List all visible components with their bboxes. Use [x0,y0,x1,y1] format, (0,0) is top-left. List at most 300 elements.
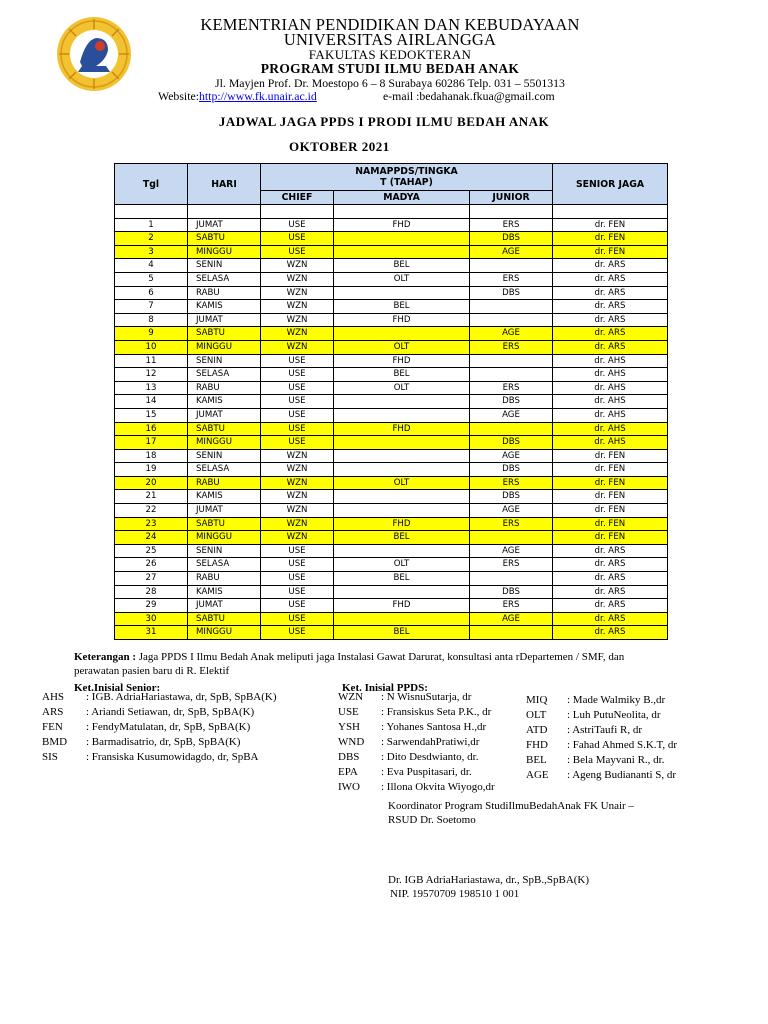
cell-senior: dr. ARS [553,259,668,273]
cell-senior: dr. FEN [553,504,668,518]
cell-chief: USE [261,544,334,558]
cell-tgl: 25 [115,544,188,558]
initials-code: SIS [42,751,58,763]
cell-senior: dr. ARS [553,286,668,300]
cell-senior: dr. FEN [553,218,668,232]
website-link[interactable]: http://www.fk.unair.ac.id [198,89,317,103]
cell-senior: dr. FEN [553,232,668,246]
table-row [115,463,668,477]
cell-hari: JUMAT [188,599,261,613]
address-line: Jl. Mayjen Prof. Dr. Moestopo 6 – 8 Surabaya 60286 Telp. 031 – 5501313 [215,76,565,90]
spacer-cell [261,205,334,219]
cell-junior: ERS [470,340,553,354]
cell-junior: AGE [470,245,553,259]
header-junior: JUNIOR [470,191,553,205]
header-nama-line2: T (TAHAP) [380,177,433,188]
cell-tgl: 19 [115,463,188,477]
initials-code: BEL [526,754,547,766]
cell-madya [334,327,470,341]
cell-madya [334,449,470,463]
cell-junior: DBS [470,286,553,300]
table-row [115,558,668,572]
cell-madya: BEL [334,300,470,314]
cell-tgl: 11 [115,354,188,368]
table-row [115,476,668,490]
cell-junior: AGE [470,408,553,422]
cell-junior [470,368,553,382]
cell-madya: FHD [334,313,470,327]
cell-tgl: 10 [115,340,188,354]
cell-senior: dr. ARS [553,585,668,599]
cell-chief: USE [261,585,334,599]
initials-name: : Dito Desdwianto, dr. [381,751,479,763]
cell-madya: BEL [334,368,470,382]
table-row [115,490,668,504]
email-line: e-mail :bedahanak.fkua@gmail.com [383,89,555,103]
cell-chief: WZN [261,340,334,354]
cell-senior: dr. AHS [553,395,668,409]
spacer-cell [553,205,668,219]
senior-initials-list [42,690,277,765]
cell-madya: OLT [334,340,470,354]
cell-tgl: 4 [115,259,188,273]
cell-hari: MINGGU [188,626,261,640]
cell-hari: KAMIS [188,300,261,314]
cell-junior: ERS [470,476,553,490]
initials-code: USE [338,706,359,718]
cell-tgl: 14 [115,395,188,409]
cell-junior: DBS [470,395,553,409]
table-row [115,245,668,259]
cell-hari: MINGGU [188,436,261,450]
table-row [115,313,668,327]
header-nama-ppds [261,164,553,191]
cell-junior: AGE [470,544,553,558]
document-title: JADWAL JAGA PPDS I PRODI ILMU BEDAH ANAK [218,114,550,129]
cell-junior: AGE [470,612,553,626]
ministry-name: KEMENTRIAN PENDIDIKAN DAN KEBUDAYAAN [200,15,580,34]
cell-chief: USE [261,395,334,409]
table-row [115,422,668,436]
cell-senior: dr. ARS [553,544,668,558]
cell-hari: SABTU [188,327,261,341]
cell-madya: FHD [334,422,470,436]
cell-junior: DBS [470,585,553,599]
cell-madya: BEL [334,531,470,545]
cell-hari: JUMAT [188,408,261,422]
cell-junior [470,422,553,436]
cell-tgl: 28 [115,585,188,599]
ppds-right-rows [526,693,677,783]
header-tgl: Tgl [115,164,188,205]
cell-junior [470,354,553,368]
cell-chief: WZN [261,463,334,477]
cell-tgl: 1 [115,218,188,232]
initials-name: : Yohanes Santosa H.,dr [381,721,487,733]
initials-name: : Eva Puspitasari, dr. [381,766,472,778]
cell-tgl: 3 [115,245,188,259]
cell-madya: FHD [334,218,470,232]
cell-hari: KAMIS [188,585,261,599]
cell-tgl: 8 [115,313,188,327]
ppds-initials-left [338,690,495,795]
cell-senior: dr. AHS [553,354,668,368]
cell-senior: dr. FEN [553,476,668,490]
cell-tgl: 9 [115,327,188,341]
cell-tgl: 5 [115,272,188,286]
cell-tgl: 21 [115,490,188,504]
initials-name: : AstriTaufi R, dr [567,724,643,736]
table-row [115,272,668,286]
cell-junior: DBS [470,490,553,504]
cell-chief: USE [261,408,334,422]
initials-name: : N WisnuSutarja, dr [381,691,472,703]
cell-hari: SELASA [188,558,261,572]
spacer-cell [188,205,261,219]
cell-chief: WZN [261,300,334,314]
table-row [115,531,668,545]
cell-tgl: 18 [115,449,188,463]
cell-senior: dr. ARS [553,626,668,640]
initials-name: : Fransiskus Seta P.K., dr [381,706,492,718]
initials-name: : Fahad Ahmed S.K.T, dr [567,739,678,751]
cell-madya: BEL [334,259,470,273]
initials-row [42,705,277,720]
cell-madya: OLT [334,558,470,572]
cell-madya [334,544,470,558]
keterangan-label: Keterangan : [74,651,137,663]
table-row [115,354,668,368]
cell-madya: OLT [334,272,470,286]
cell-hari: KAMIS [188,395,261,409]
initials-row [338,765,495,780]
table-row [115,381,668,395]
table-row [115,259,668,273]
cell-madya [334,245,470,259]
initials-code: OLT [526,709,547,721]
initials-row [42,690,277,705]
table-row [115,286,668,300]
cell-chief: WZN [261,476,334,490]
cell-chief: USE [261,218,334,232]
cell-junior: DBS [470,232,553,246]
table-row [115,395,668,409]
coordinator-line1: Koordinator Program StudiIlmuBedahAnak FK Unair – [388,800,634,812]
table-row [115,449,668,463]
initials-name: : Ageng Budiananti S, dr [567,769,677,781]
cell-junior: AGE [470,327,553,341]
table-row [115,408,668,422]
cell-madya [334,463,470,477]
initials-code: ARS [42,706,64,718]
initials-row [526,693,677,708]
header-hari: HARI [188,164,261,205]
cell-chief: WZN [261,449,334,463]
cell-chief: USE [261,422,334,436]
initials-row [338,705,495,720]
cell-chief: WZN [261,313,334,327]
cell-chief: USE [261,626,334,640]
initials-row [526,708,677,723]
initials-row [526,723,677,738]
cell-tgl: 26 [115,558,188,572]
initials-row [42,735,277,750]
initials-name: : SarwendahPratiwi,dr [381,736,480,748]
cell-junior: AGE [470,449,553,463]
signatory-nip: NIP. 19570709 198510 1 001 [390,888,520,900]
cell-senior: dr. ARS [553,327,668,341]
cell-madya: FHD [334,517,470,531]
cell-tgl: 31 [115,626,188,640]
initials-name: : Luh PutuNeolita, dr [567,709,661,721]
cell-senior: dr. FEN [553,449,668,463]
table-row [115,368,668,382]
cell-senior: dr. ARS [553,313,668,327]
cell-madya: BEL [334,572,470,586]
header-nama-line1: NAMAPPDS/TINGKA [355,166,458,177]
table-row [115,626,668,640]
website-label: Website: [158,89,199,103]
initials-name: : Illona Okvita Wiyogo,dr [381,781,495,793]
initials-code: WND [338,736,365,748]
initials-code: MIQ [526,694,548,706]
cell-chief: USE [261,572,334,586]
cell-madya: BEL [334,626,470,640]
cell-tgl: 22 [115,504,188,518]
initials-code: EPA [338,766,358,778]
initials-code: WZN [338,691,364,703]
initials-row [338,720,495,735]
cell-junior: ERS [470,381,553,395]
header-senior-jaga: SENIOR JAGA [553,164,668,205]
cell-hari: JUMAT [188,313,261,327]
initials-row [338,750,495,765]
initials-code: FHD [526,739,549,751]
cell-senior: dr. AHS [553,381,668,395]
cell-junior: DBS [470,436,553,450]
cell-senior: dr. FEN [553,531,668,545]
university-name: UNIVERSITAS AIRLANGGA [283,30,497,49]
cell-senior: dr. FEN [553,245,668,259]
table-row [115,300,668,314]
cell-madya [334,395,470,409]
cell-chief: WZN [261,517,334,531]
cell-hari: JUMAT [188,504,261,518]
cell-senior: dr. FEN [553,490,668,504]
cell-chief: WZN [261,490,334,504]
cell-tgl: 20 [115,476,188,490]
cell-senior: dr. ARS [553,558,668,572]
cell-senior: dr. AHS [553,422,668,436]
cell-hari: SENIN [188,449,261,463]
initials-row [526,768,677,783]
cell-senior: dr. ARS [553,272,668,286]
senior-initials-title: Ket.Inisial Senior: [74,682,161,694]
cell-hari: SABTU [188,422,261,436]
cell-tgl: 6 [115,286,188,300]
cell-junior [470,259,553,273]
university-logo-emblem [56,16,132,92]
header-chief: CHIEF [261,191,334,205]
cell-tgl: 13 [115,381,188,395]
initials-code: FEN [42,721,63,733]
keterangan-text2: perawatan pasien baru di R. Elektif [74,665,230,677]
cell-chief: USE [261,599,334,613]
initials-code: IWO [338,781,360,793]
cell-hari: KAMIS [188,490,261,504]
initials-name: : FendyMatulatan, dr, SpB, SpBA(K) [86,721,251,733]
table-row [115,599,668,613]
cell-hari: MINGGU [188,245,261,259]
cell-tgl: 7 [115,300,188,314]
table-row [115,504,668,518]
table-row [115,585,668,599]
cell-junior [470,531,553,545]
spacer-cell [334,205,470,219]
faculty-name: FAKULTAS KEDOKTERAN [308,47,472,62]
initials-row [526,738,677,753]
senior-initials-rows [42,690,277,765]
cell-tgl: 17 [115,436,188,450]
coordinator-line2: RSUD Dr. Soetomo [388,814,476,826]
cell-hari: RABU [188,381,261,395]
initials-name: : Barmadisatrio, dr, SpB, SpBA(K) [86,736,241,748]
ppds-left-rows [338,690,495,795]
cell-senior: dr. AHS [553,408,668,422]
initials-name: : Made Walmiky B.,dr [567,694,666,706]
schedule-body [115,218,668,639]
table-row [115,340,668,354]
cell-madya [334,612,470,626]
initials-name: : Bela Mayvani R., dr. [567,754,665,766]
cell-hari: JUMAT [188,218,261,232]
table-row [115,572,668,586]
cell-hari: SENIN [188,354,261,368]
cell-junior [470,572,553,586]
signatory-name: Dr. IGB AdriaHariastawa, dr., SpB.,SpBA(K) [388,874,590,886]
cell-junior [470,313,553,327]
cell-tgl: 30 [115,612,188,626]
schedule-month: OKTOBER 2021 [289,139,390,154]
cell-chief: WZN [261,272,334,286]
cell-chief: USE [261,558,334,572]
schedule-table [114,163,668,640]
program-name: PROGRAM STUDI ILMU BEDAH ANAK [260,61,520,76]
initials-row [42,720,277,735]
cell-madya: OLT [334,476,470,490]
cell-chief: USE [261,354,334,368]
cell-madya [334,504,470,518]
cell-junior: ERS [470,272,553,286]
cell-hari: RABU [188,476,261,490]
cell-madya [334,232,470,246]
cell-chief: USE [261,381,334,395]
cell-junior: ERS [470,558,553,572]
initials-row [338,780,495,795]
cell-senior: dr. AHS [553,436,668,450]
cell-madya [334,585,470,599]
cell-chief: USE [261,436,334,450]
cell-madya [334,490,470,504]
cell-tgl: 15 [115,408,188,422]
cell-tgl: 2 [115,232,188,246]
cell-chief: WZN [261,327,334,341]
initials-name: : Fransiska Kusumowidagdo, dr, SpBA [86,751,259,763]
cell-hari: SABTU [188,612,261,626]
initials-code: AGE [526,769,549,781]
cell-chief: WZN [261,286,334,300]
cell-junior: ERS [470,517,553,531]
table-row [115,232,668,246]
cell-hari: SELASA [188,272,261,286]
spacer-cell [470,205,553,219]
cell-chief: WZN [261,259,334,273]
cell-hari: SELASA [188,463,261,477]
initials-code: BMD [42,736,68,748]
cell-junior [470,300,553,314]
initials-row [42,750,277,765]
cell-senior: dr. AHS [553,368,668,382]
cell-tgl: 24 [115,531,188,545]
initials-code: DBS [338,751,360,763]
keterangan-text1: Jaga PPDS I Ilmu Bedah Anak meliputi jaga Instalasi Gawat Darurat, konsultasi anta rDepartemen / SMF, dan [136,651,625,663]
cell-senior: dr. FEN [553,517,668,531]
cell-junior: DBS [470,463,553,477]
ppds-initials-right [526,693,677,783]
cell-tgl: 29 [115,599,188,613]
cell-madya [334,436,470,450]
cell-junior: ERS [470,218,553,232]
table-row [115,218,668,232]
cell-chief: USE [261,368,334,382]
table-row [115,517,668,531]
website-line [158,89,317,104]
cell-senior: dr. FEN [553,463,668,477]
cell-chief: USE [261,232,334,246]
cell-senior: dr. ARS [553,340,668,354]
table-row [115,544,668,558]
table-row [115,327,668,341]
header-madya: MADYA [334,191,470,205]
cell-tgl: 16 [115,422,188,436]
table-row [115,436,668,450]
cell-madya [334,408,470,422]
cell-junior: AGE [470,504,553,518]
cell-hari: SENIN [188,544,261,558]
cell-hari: SENIN [188,259,261,273]
table-row [115,612,668,626]
cell-senior: dr. ARS [553,612,668,626]
cell-tgl: 27 [115,572,188,586]
spacer-cell [115,205,188,219]
cell-madya: FHD [334,354,470,368]
cell-senior: dr. ARS [553,572,668,586]
cell-junior [470,626,553,640]
cell-madya: OLT [334,381,470,395]
cell-madya [334,286,470,300]
cell-senior: dr. ARS [553,599,668,613]
ppds-initials-title: Ket. Inisial PPDS: [342,682,428,694]
cell-senior: dr. ARS [553,300,668,314]
cell-chief: USE [261,245,334,259]
cell-madya: FHD [334,599,470,613]
cell-hari: SABTU [188,517,261,531]
initials-row [338,735,495,750]
cell-chief: WZN [261,531,334,545]
keterangan [74,651,624,663]
cell-hari: SABTU [188,232,261,246]
cell-hari: MINGGU [188,531,261,545]
